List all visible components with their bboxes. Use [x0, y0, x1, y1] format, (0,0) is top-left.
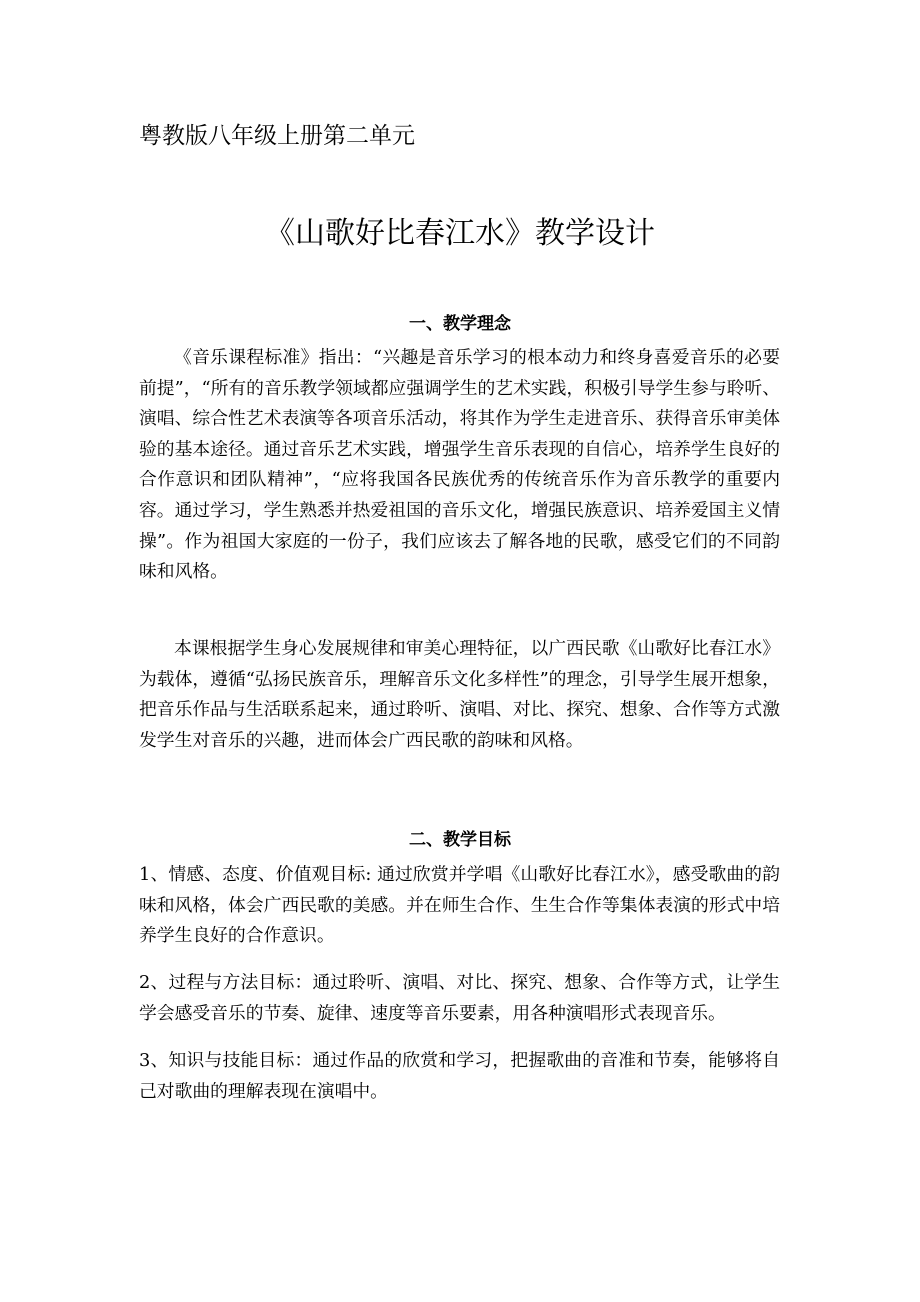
goal-item-1: 1、情感、态度、价值观目标: 通过欣赏并学唱《山歌好比春江水》，感受歌曲的韵味和风格，体会广西民歌的美感。并在师生合作、生生合作等集体表演的形式中培养学生良好的合作意识。: [139, 864, 780, 947]
goal-item-2: 2、过程与方法目标：通过聆听、演唱、对比、探究、想象、合作等方式，让学生学会感受音乐的节奏、旋律、速度等音乐要素，用各种演唱形式表现音乐。: [139, 972, 780, 1024]
document-title: 《山歌好比春江水》教学设计: [265, 216, 655, 251]
philosophy-paragraph-2: 本课根据学生身心发展规律和审美心理特征，以广西民歌《山歌好比春江水》为载体，遵循“弘扬民族音乐，理解音乐文化多样性”的理念，引导学生展开想象，把音乐作品与生活联系起来，通过聆听、演唱、对比、探究、想象、合作等方式激发学生对音乐的兴趣，进而体会广西民歌的韵味和风格。: [139, 638, 780, 751]
section-heading-teaching-philosophy: 一、教学理念: [409, 314, 511, 334]
philosophy-paragraph-1: 《音乐课程标准》指出：“兴趣是音乐学习的根本动力和终身喜爱音乐的必要前提”，“所有的音乐教学领域都应强调学生的艺术实践，积极引导学生参与聆听、演唱、综合性艺术表演等各项音乐活动，将其作为学生走进音乐、获得音乐审美体验的基本途径。通过音乐艺术实践，增强学生音乐表现的自信心，培养学生良好的合作意识和团队精神”，“应将我国各民族优秀的传统音乐作为音乐教学的重要内容。通过学习，学生熟悉并热爱祖国的音乐文化，增强民族意识、培养爱国主义情操”。作为祖国大家庭的一份子，我们应该去了解各地的民歌，感受它们的不同韵味和风格。: [139, 347, 780, 583]
unit-label: 粤教版八年级上册第二单元: [139, 123, 415, 149]
section-heading-teaching-goals: 二、教学目标: [409, 830, 511, 850]
goal-item-3: 3、知识与技能目标：通过作品的欣赏和学习，把握歌曲的音准和节奏，能够将自己对歌曲的理解表现在演唱中。: [139, 1050, 780, 1102]
